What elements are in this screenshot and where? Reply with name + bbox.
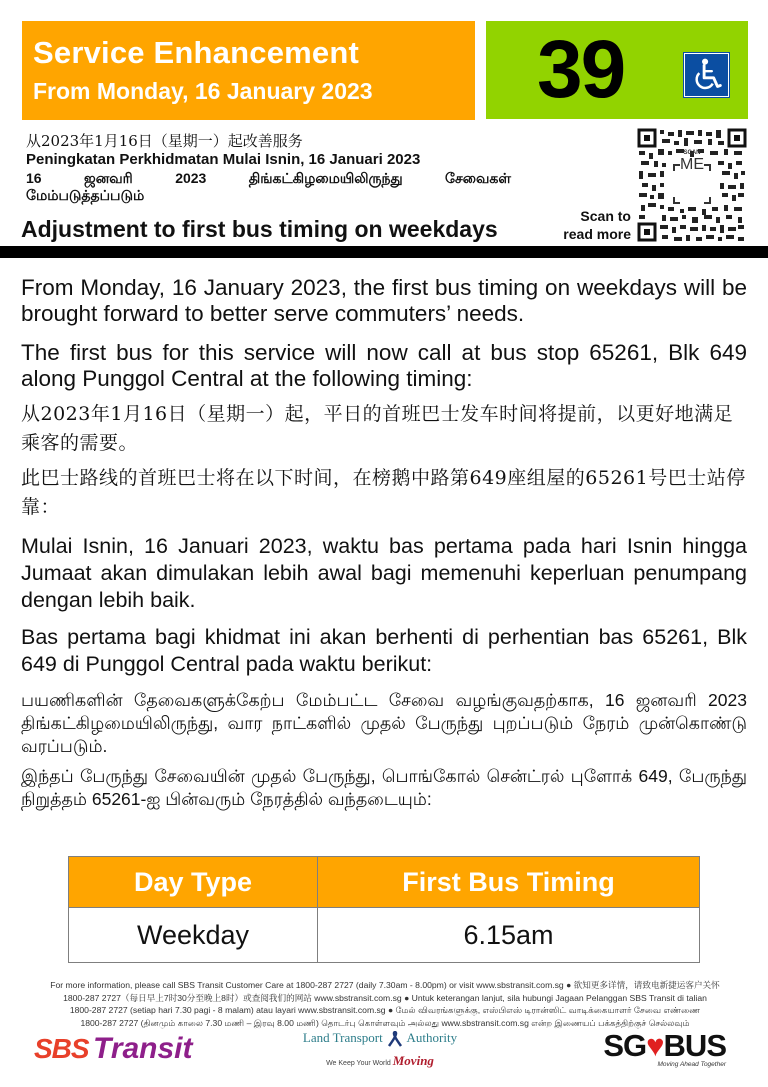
tamil-paragraph-1: பயணிகளின் தேவைகளுக்கேற்ப மேம்பட்ட சேவை வழங்குவதற்காக, 16 ஜனவரி 2023 திங்கட்கிழமையிலிருந்து, வார நாட்களில் முதல் பேருந்து புறப்படும் நேரம் முன்கொண்டு வரப்படும். [21, 690, 747, 756]
transit-logo-text: Transit [93, 1032, 193, 1065]
first-bus-timing-table [68, 856, 700, 963]
column-header-first-bus-timing: First Bus Timing [318, 857, 700, 908]
footer-contact-info [40, 979, 730, 1029]
sgbus-logo [594, 1030, 726, 1068]
sgbus-tagline: Moving Ahead Together [657, 1061, 726, 1068]
sbs-transit-logo [34, 1032, 193, 1066]
lta-tagline: We Keep Your World [326, 1060, 391, 1068]
qr-me-label: ME [680, 156, 704, 173]
notice-effective-date: From Monday, 16 January 2023 [33, 78, 373, 104]
sgbus-logo-right: BUS [663, 1028, 726, 1063]
qr-code[interactable] [636, 127, 748, 243]
malay-paragraph-2: Bas pertama bagi khidmat ini akan berhenti di perhentian bas 65261, Blk 649 di Punggol Central pada waktu berikut: [21, 625, 747, 676]
wheelchair-icon [684, 53, 729, 97]
service-number: 39 [537, 24, 625, 115]
qr-caption-line2: read more [563, 226, 631, 242]
table-row [69, 908, 700, 963]
headline: Adjustment to first bus timing on weekdays [21, 216, 498, 242]
subheader-tamil-line2: மேம்படுத்தப்படும் [26, 187, 145, 203]
lta-logo-right: Authority [406, 1030, 458, 1045]
qr-scan-label: SCAN [683, 150, 701, 156]
sbs-logo-text: SBS [34, 1033, 89, 1064]
cell-day-type: Weekday [69, 908, 318, 963]
chinese-paragraph-1: 从2023年1月16日（星期一）起，平日的首班巴士发车时间将提前，以更好地满足乘客的需要。 [21, 403, 734, 454]
table-header-row [69, 857, 700, 908]
subheader-chinese: 从2023年1月16日（星期一）起改善服务 [26, 132, 303, 150]
subheader-tamil-word: சேவைகள் [445, 170, 511, 186]
lta-moving: Moving [392, 1053, 434, 1069]
qr-caption-line1: Scan to [580, 208, 631, 224]
tamil-paragraph-2: இந்தப் பேருந்து சேவையின் முதல் பேருந்து, பொங்கோல் சென்ட்ரல் புளோக் 649, பேருந்து நிறுத்தம் 65261-ஐ பின்வரும் நேரத்தில் வந்தடையும்: [21, 766, 747, 809]
notice-title: Service Enhancement [33, 35, 360, 70]
heart-icon: ♥ [646, 1028, 664, 1063]
lta-logo [300, 1030, 460, 1069]
qr-caption [555, 207, 631, 243]
subheader-tamil-word: 2023 [175, 170, 207, 186]
chinese-paragraph-2: 此巴士路线的首班巴士将在以下时间，在榜鹅中路第649座组屋的65261号巴士站停靠： [21, 467, 746, 518]
column-header-day-type: Day Type [69, 857, 318, 908]
cell-first-bus-timing: 6.15am [318, 908, 700, 963]
subheader-tamil-word: ஜனவரி [84, 170, 133, 186]
lta-ribbon-icon [386, 1031, 404, 1047]
footer-line: 1800-287 2727 (தினமும் காலை 7.30 மணி – இரவு 8.00 மணி) தொடர்பு கொள்ளவும் அல்லது www.sbstransit.com.sg என்ற இணையப் பக்கத்திற்குச் செல்லவும் [80, 1017, 690, 1028]
footer-line: 1800-287 2727 (setiap hari 7.30 pagi - 8 malam) atau layari www.sbstransit.com.sg ● மேல் விவரங்களுக்கு, எஸ்பிஎஸ் டிரான்ஸிட் வாடிக்கையாளர் சேவை எண்ணை [69, 1005, 701, 1015]
english-paragraph-1: From Monday, 16 January 2023, the first bus timing on weekdays will be brought forward to better serve commuters’ needs. [21, 275, 747, 326]
header-divider [0, 246, 768, 258]
footer-line: For more information, please call SBS Transit Customer Care at 1800-287 2727 (daily 7.30am - 8.00pm) or visit www.sbstransit.com.sg ● 欲知更多详情，请致电新捷运客户关怀 [50, 980, 720, 990]
subheader-tamil-word: 16 [26, 170, 42, 186]
malay-paragraph-1: Mulai Isnin, 16 Januari 2023, waktu bas pertama pada hari Isnin hingga Jumaat akan dimulakan lebih awal bagi memenuhi keperluan penumpang dengan lebih baik. [21, 534, 747, 612]
sgbus-logo-left: SG [603, 1028, 647, 1063]
subheader-tamil-word: திங்கட்கிழமையிலிருந்து [248, 170, 403, 186]
english-paragraph-2: The first bus for this service will now call at bus stop 65261, Blk 649 along Punggol Central at the following timing: [21, 340, 747, 391]
subheader-malay: Peningkatan Perkhidmatan Mulai Isnin, 16 Januari 2023 [26, 151, 421, 168]
lta-logo-left: Land Transport [302, 1030, 383, 1045]
footer-line: 1800-287 2727（每日早上7时30分至晚上8时）或查阅我们的网站 www.sbstransit.com.sg ● Untuk keterangan lanjut, sila hubungi Jagaan Pelanggan SBS Transit di talian [63, 992, 707, 1003]
